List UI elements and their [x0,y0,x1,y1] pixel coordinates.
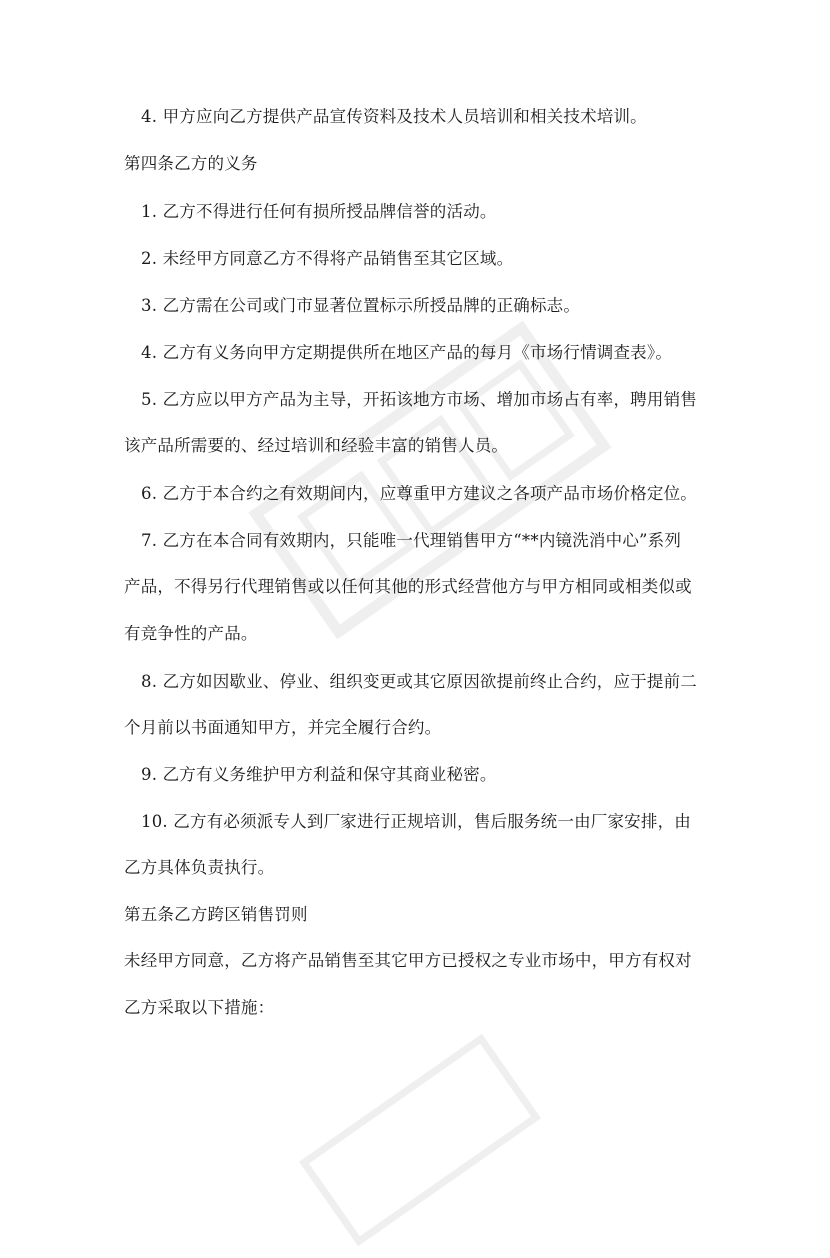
text-line: 7. 乙方在本合同有效期内，只能唯一代理销售甲方“**内镜洗消中心”系列 [141,531,682,550]
text-line: 6. 乙方于本合约之有效期间内，应尊重甲方建议之各项产品市场价格定位。 [141,484,697,503]
text-line: 4. 甲方应向乙方提供产品宣传资料及技术人员培训和相关技术培训。 [141,107,647,126]
text-line: 1. 乙方不得进行任何有损所授品牌信誉的活动。 [141,202,497,221]
watermark-icon [287,1022,552,1258]
text-line: 该产品所需要的、经过培训和经验丰富的销售人员。 [124,436,509,455]
text-line: 10. 乙方有必须派专人到厂家进行正规培训，售后服务统一由厂家安排，由 [141,812,691,831]
text-line: 2. 未经甲方同意乙方不得将产品销售至其它区域。 [141,249,514,268]
section-heading: 第四条乙方的义务 [124,154,258,173]
text-line: 5. 乙方应以甲方产品为主导，开拓该地方市场、增加市场占有率，聘用销售 [141,390,697,409]
section-heading: 第五条乙方跨区销售罚则 [124,905,308,924]
text-line: 4. 乙方有义务向甲方定期提供所在地区产品的每月《市场行情调查表》。 [141,343,673,362]
text-line: 未经甲方同意，乙方将产品销售至其它甲方已授权之专业市场中，甲方有权对 [124,951,692,970]
text-line: 个月前以书面通知甲方，并完全履行合约。 [124,718,442,737]
text-line: 有竞争性的产品。 [124,624,258,643]
text-line: 3. 乙方需在公司或门市显著位置标示所授品牌的正确标志。 [141,296,581,315]
text-line: 8. 乙方如因歇业、停业、组织变更或其它原因欲提前终止合约，应于提前二 [141,672,697,691]
text-line: 乙方具体负责执行。 [124,858,275,877]
text-line: 产品，不得另行代理销售或以任何其他的形式经营他方与甲方相同或相类似或 [124,577,692,596]
text-line: 乙方采取以下措施： [124,998,275,1017]
text-line: 9. 乙方有义务维护甲方利益和保守其商业秘密。 [141,765,497,784]
